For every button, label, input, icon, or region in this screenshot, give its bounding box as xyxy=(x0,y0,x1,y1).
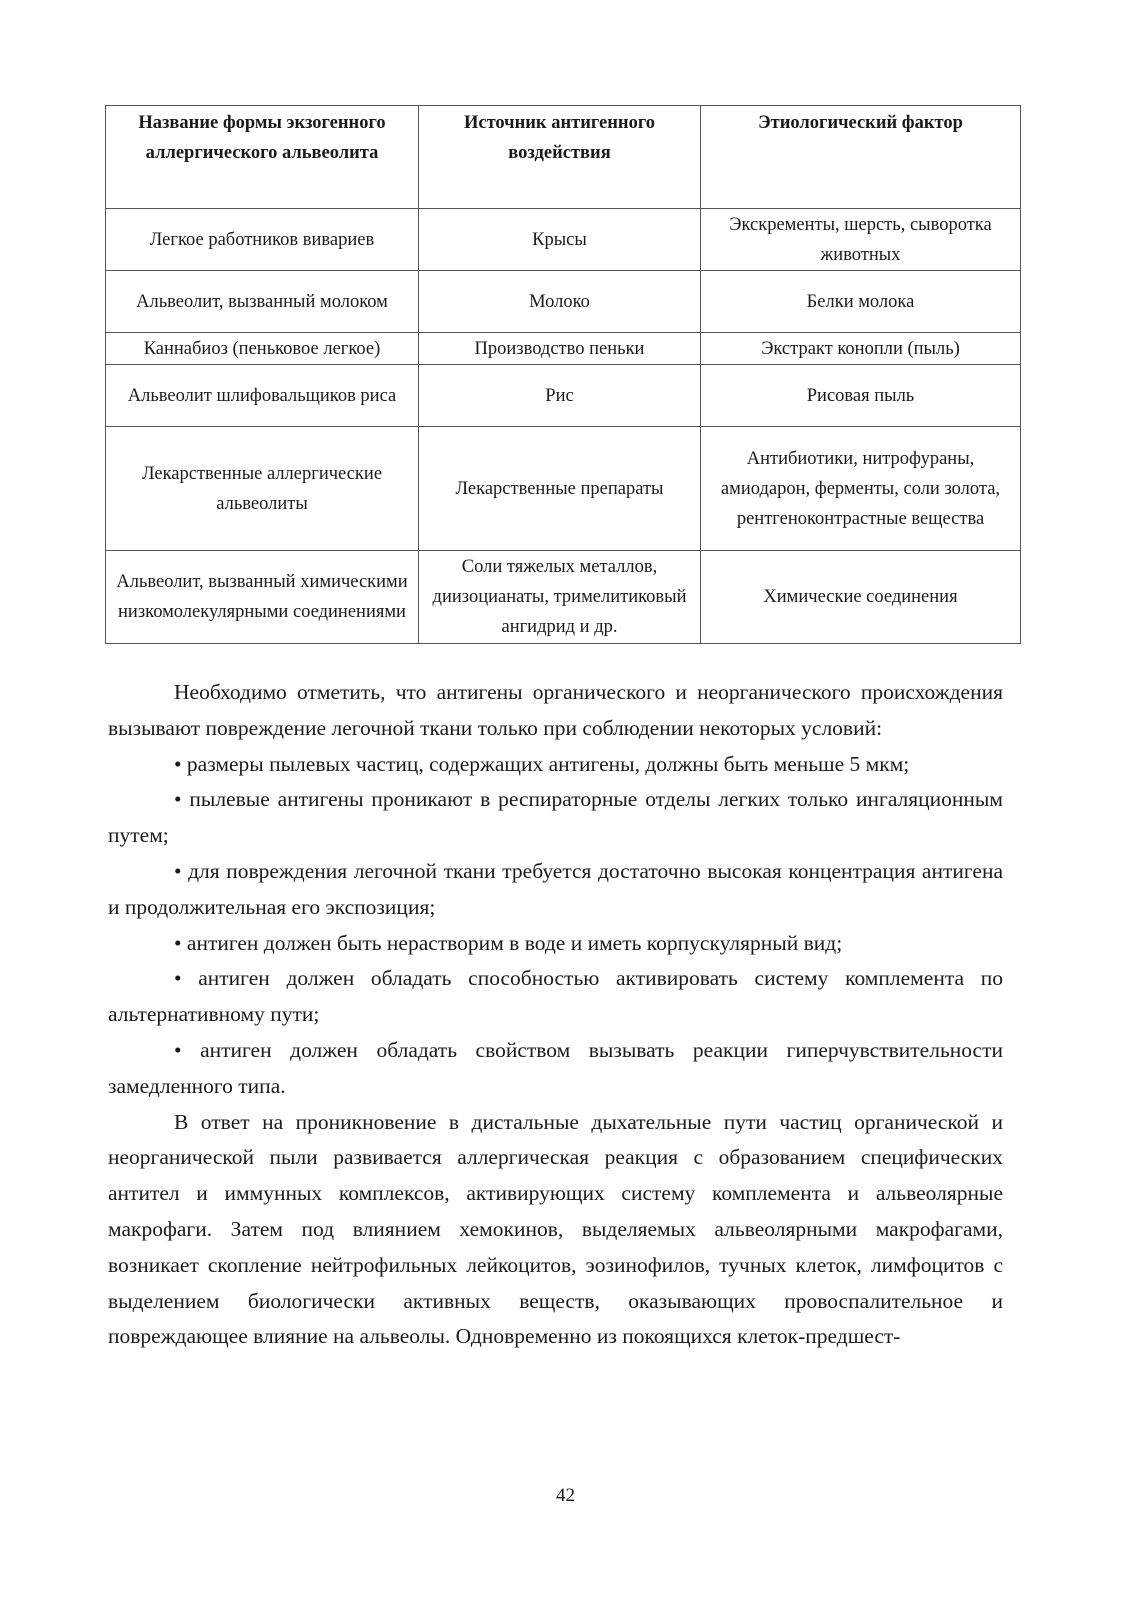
table-cell: Антибиотики, нитрофураны, амиодарон, ферменты, соли золота, рентгеноконтрастные вещества xyxy=(701,427,1021,551)
table-cell: Лекарственные аллергические альвеолиты xyxy=(106,427,419,551)
table-cell: Белки молока xyxy=(701,271,1021,333)
table-row xyxy=(106,365,1021,427)
table-row xyxy=(106,427,1021,551)
condition-bullet: • антиген должен обладать свойством вызывать реакции гиперчувствительности замедленного типа. xyxy=(108,1037,1003,1098)
intro-paragraph: Необходимо отметить, что антигены органического и неорганического происхождения вызывают повреждение легочной ткани только при соблюдении некоторых условий: xyxy=(108,680,1003,740)
table-cell: Легкое работников вивариев xyxy=(106,209,419,271)
table-row xyxy=(106,271,1021,333)
header-etiologic-factor: Этиологический фактор xyxy=(701,106,1021,209)
page-number: 42 xyxy=(556,1485,575,1506)
table-cell: Альвеолит шлифовальщиков риса xyxy=(106,365,419,427)
table-row xyxy=(106,209,1021,271)
condition-bullet: • антиген должен обладать способностью активировать систему комплемента по альтернативному пути; xyxy=(108,966,1003,1027)
table-cell: Молоко xyxy=(419,271,701,333)
table-cell: Соли тяжелых металлов, диизоцианаты, тримелитиковый ангидрид и др. xyxy=(419,551,701,644)
table-cell: Производство пеньки xyxy=(419,333,701,365)
table-cell: Рис xyxy=(419,365,701,427)
condition-bullet: • для повреждения легочной ткани требуется достаточно высокая концентрация антигена и продолжительная его экспозиция; xyxy=(108,858,1003,919)
condition-bullet: • антиген должен быть нерастворим в воде и иметь корпускулярный вид; xyxy=(174,930,843,955)
table-cell: Рисовая пыль xyxy=(701,365,1021,427)
table-cell: Альвеолит, вызванный молоком xyxy=(106,271,419,333)
table-row xyxy=(106,551,1021,644)
table-cell: Лекарственные препараты xyxy=(419,427,701,551)
table-row xyxy=(106,333,1021,365)
body-text xyxy=(108,675,1003,1355)
header-antigen-source: Источник антигенного воздействия xyxy=(419,106,701,209)
table-cell: Химические соединения xyxy=(701,551,1021,644)
table-cell: Экстракт конопли (пыль) xyxy=(701,333,1021,365)
table-cell: Альвеолит, вызванный химическими низкомолекулярными соединениями xyxy=(106,551,419,644)
condition-bullet: • пылевые антигены проникают в респираторные отделы легких только ингаляционным путем; xyxy=(108,787,1003,848)
header-form-name: Название формы экзогенного аллергического альвеолита xyxy=(106,106,419,209)
table-cell: Экскременты, шерсть, сыворотка животных xyxy=(701,209,1021,271)
table-cell: Крысы xyxy=(419,209,701,271)
allergic-alveolitis-table xyxy=(105,105,1021,644)
condition-bullet: • размеры пылевых частиц, содержащих антигены, должны быть меньше 5 мкм; xyxy=(174,751,910,776)
closing-paragraph: В ответ на проникновение в дистальные дыхательные пути частиц органической и неорганической пыли развивается аллергическая реакция с образованием специфических антител и иммунных комплексов, активирующих систему комплемента и альвеолярные макрофаги. Затем под влиянием хемокинов, выделяемых альвеолярными макрофагами, возникает скопление нейтрофильных лейкоцитов, эозинофилов, тучных клеток, лимфоцитов с выделением биологически активных веществ, оказывающих провоспалительное и повреждающее влияние на альвеолы. Одновременно из покоящихся клеток-предшест- xyxy=(108,1109,1003,1349)
table-header-row xyxy=(106,106,1021,209)
table-cell: Каннабиоз (пеньковое легкое) xyxy=(106,333,419,365)
